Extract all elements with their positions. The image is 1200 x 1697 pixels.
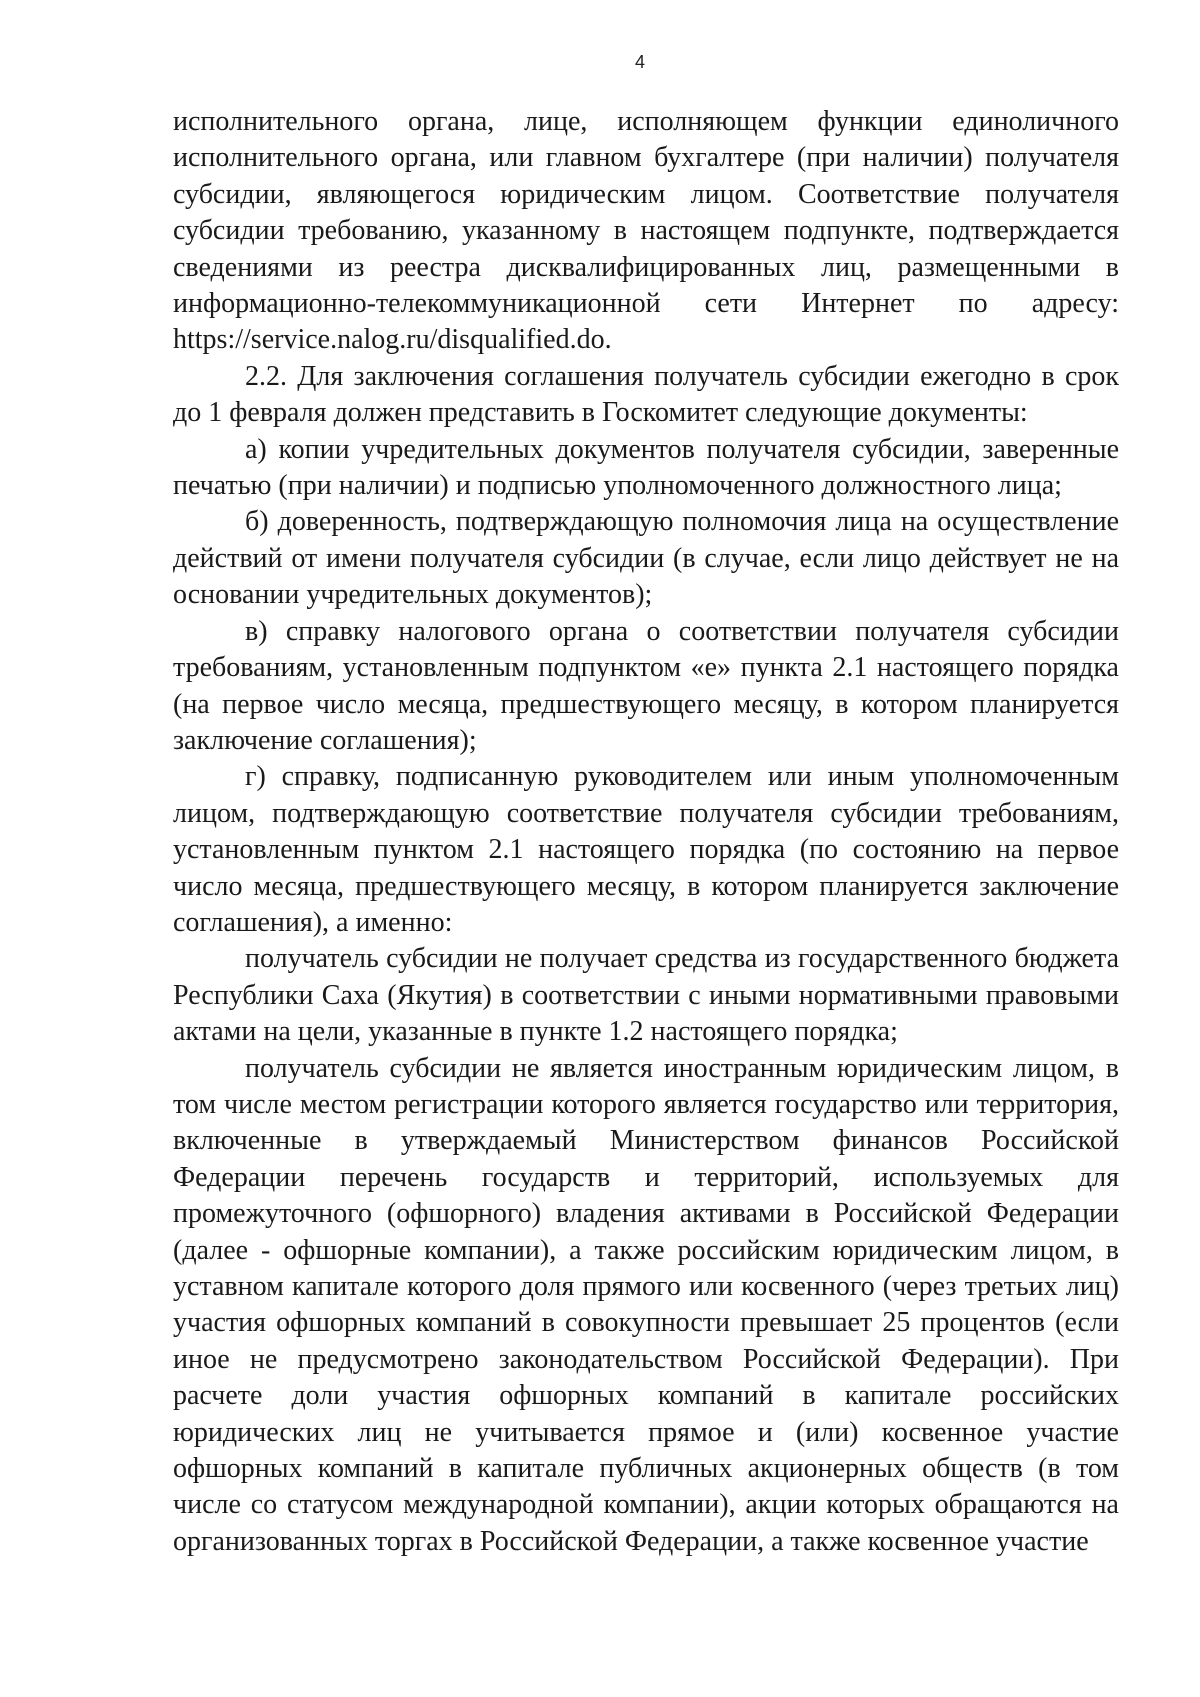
document-body [173,104,1119,1560]
paragraph-item-b: б) доверенность, подтверждающую полномочия лица на осуществление действий от имени получателя субсидии (в случае, если лицо действует не на основании учредительных документов); [173,506,1119,611]
paragraph-2-2: 2.2. Для заключения соглашения получатель субсидии ежегодно в срок до 1 февраля должен представить в Госкомитет следующие документы: [173,360,1119,429]
paragraph-not-foreign-entity: получатель субсидии не является иностранным юридическим лицом, в том числе местом регистрации которого является государство или территория, включенные в утверждаемый Министерством финансов Российской Федерации перечень государств и территорий, используемых для промежуточного (офшорного) владения активами в Российской Федерации (далее - офшорные компании), а также российским юридическим лицом, в уставном капитале которого доля прямого или косвенного (через третьих лиц) участия офшорных компаний в совокупности превышает 25 процентов (если иное не предусмотрено законодательством Российской Федерации). При расчете доли участия офшорных компаний в капитале российских юридических лиц не учитывается прямое и (или) косвенное участие офшорных компаний в капитале публичных акционерных обществ (в том числе со статусом международной компании), акции которых обращаются на организованных торгах в Российской Федерации, а также косвенное участие [173,1052,1119,1557]
paragraph-continuation: исполнительного органа, лице, исполняющем функции единоличного исполнительного органа, или главном бухгалтере (при наличии) получателя субсидии, являющегося юридическим лицом. Соответствие получателя субсидии требованию, указанному в настоящем подпункте, подтверждается сведениями из реестра дисквалифицированных лиц, размещенными в информационно-телекоммуникационной сети Интернет по адресу: https://service.nalog.ru/disqualified.do. [173,106,1119,356]
page-number: 4 [634,52,645,72]
paragraph-item-v: в) справку налогового органа о соответствии получателя субсидии требованиям, установленным подпунктом «е» пункта 2.1 настоящего порядка (на первое число месяца, предшествующего месяцу, в котором планируется заключение соглашения); [173,615,1119,756]
paragraph-item-a: а) копии учредительных документов получателя субсидии, заверенные печатью (при наличии) и подписью уполномоченного должностного лица; [173,433,1119,502]
paragraph-item-g: г) справку, подписанную руководителем или иным уполномоченным лицом, подтверждающую соответствие получателя субсидии требованиям, установленным пунктом 2.1 настоящего порядка (по состоянию на первое число месяца, предшествующего месяцу, в котором планируется заключение соглашения), а именно: [173,761,1119,938]
paragraph-no-budget-funds: получатель субсидии не получает средства из государственного бюджета Республики Саха (Якутия) в соответствии с иными нормативными правовыми актами на цели, указанные в пункте 1.2 настоящего порядка; [173,943,1119,1048]
